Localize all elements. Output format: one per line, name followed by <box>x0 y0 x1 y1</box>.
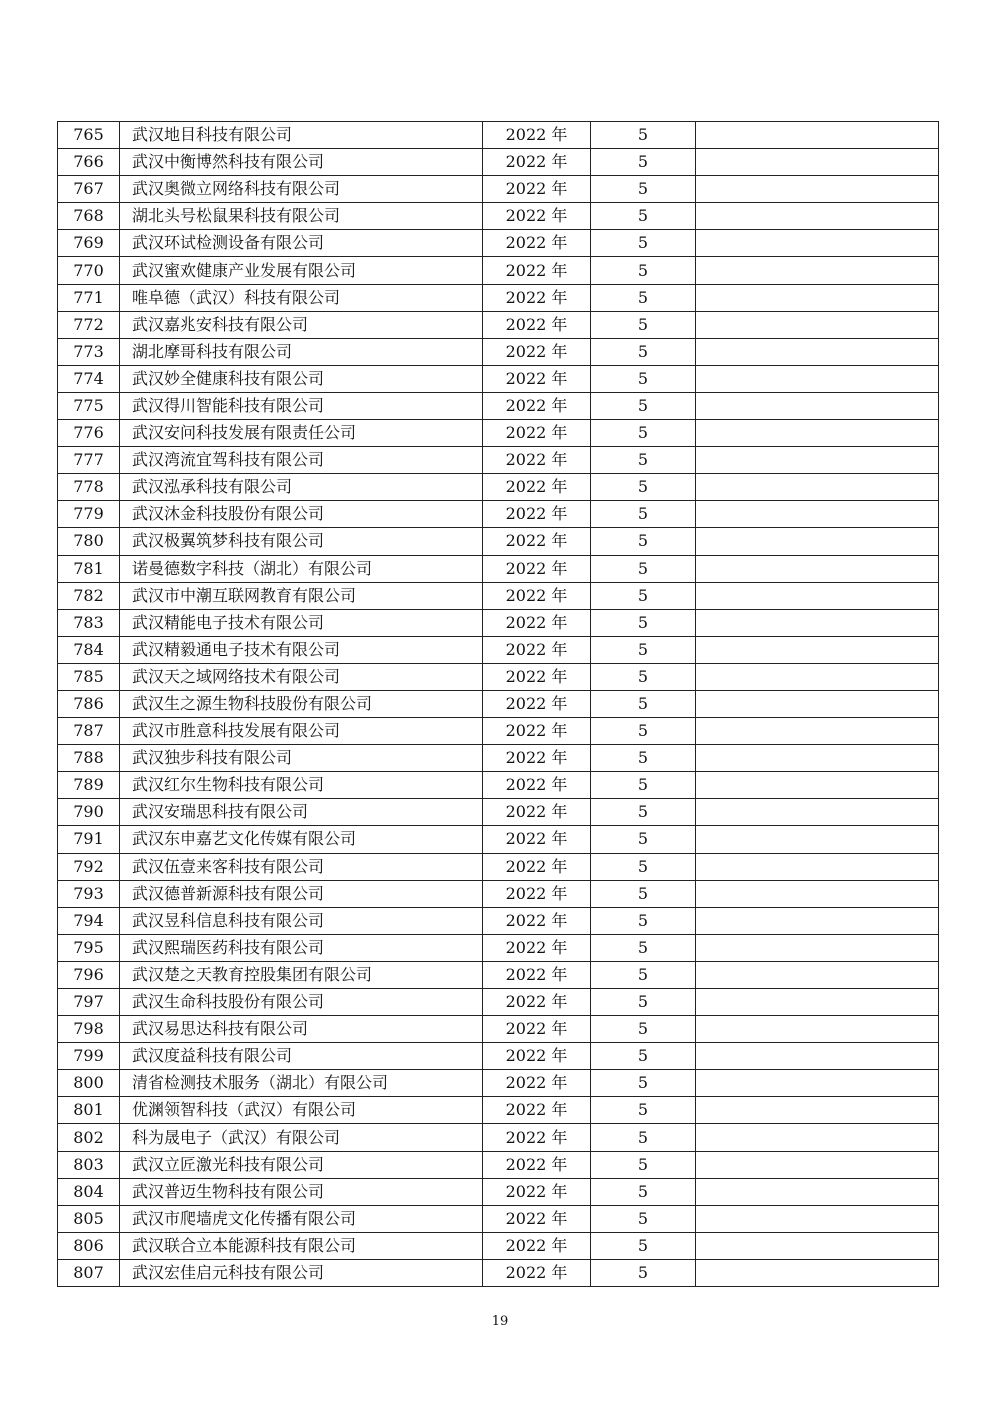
company-name-cell: 武汉精能电子技术有限公司 <box>120 609 483 636</box>
score-cell: 5 <box>591 934 696 961</box>
table-row <box>58 365 939 392</box>
row-number-cell: 804 <box>58 1178 120 1205</box>
year-cell: 2022 年 <box>483 1205 591 1232</box>
row-number-cell: 787 <box>58 718 120 745</box>
company-name-cell: 武汉宏佳启元科技有限公司 <box>120 1259 483 1286</box>
score-cell: 5 <box>591 203 696 230</box>
table-row <box>58 582 939 609</box>
company-name-cell: 武汉生之源生物科技股份有限公司 <box>120 690 483 717</box>
score-cell: 5 <box>591 907 696 934</box>
row-number-cell: 774 <box>58 365 120 392</box>
row-number-cell: 769 <box>58 230 120 257</box>
table-row <box>58 311 939 338</box>
company-name-cell: 湖北摩哥科技有限公司 <box>120 338 483 365</box>
row-number-cell: 790 <box>58 799 120 826</box>
row-number-cell: 772 <box>58 311 120 338</box>
company-name-cell: 武汉得川智能科技有限公司 <box>120 392 483 419</box>
table-row <box>58 1124 939 1151</box>
remark-cell <box>696 1016 939 1043</box>
remark-cell <box>696 690 939 717</box>
score-cell: 5 <box>591 447 696 474</box>
table-row <box>58 826 939 853</box>
year-cell: 2022 年 <box>483 501 591 528</box>
table-row <box>58 122 939 149</box>
table-row <box>58 1043 939 1070</box>
row-number-cell: 792 <box>58 853 120 880</box>
year-cell: 2022 年 <box>483 257 591 284</box>
table-body <box>58 122 939 1287</box>
score-cell: 5 <box>591 1151 696 1178</box>
table-row <box>58 203 939 230</box>
remark-cell <box>696 745 939 772</box>
score-cell: 5 <box>591 149 696 176</box>
row-number-cell: 773 <box>58 338 120 365</box>
table-row <box>58 853 939 880</box>
table-row <box>58 528 939 555</box>
score-cell: 5 <box>591 338 696 365</box>
remark-cell <box>696 853 939 880</box>
score-cell: 5 <box>591 392 696 419</box>
remark-cell <box>696 555 939 582</box>
row-number-cell: 799 <box>58 1043 120 1070</box>
score-cell: 5 <box>591 528 696 555</box>
table-row <box>58 1151 939 1178</box>
company-name-cell: 武汉普迈生物科技有限公司 <box>120 1178 483 1205</box>
row-number-cell: 779 <box>58 501 120 528</box>
table-row <box>58 176 939 203</box>
row-number-cell: 806 <box>58 1232 120 1259</box>
company-name-cell: 武汉天之域网络技术有限公司 <box>120 663 483 690</box>
remark-cell <box>696 880 939 907</box>
row-number-cell: 775 <box>58 392 120 419</box>
company-name-cell: 武汉极翼筑梦科技有限公司 <box>120 528 483 555</box>
table-row <box>58 555 939 582</box>
score-cell: 5 <box>591 799 696 826</box>
year-cell: 2022 年 <box>483 1097 591 1124</box>
year-cell: 2022 年 <box>483 338 591 365</box>
remark-cell <box>696 1070 939 1097</box>
year-cell: 2022 年 <box>483 528 591 555</box>
score-cell: 5 <box>591 826 696 853</box>
company-name-cell: 武汉安问科技发展有限责任公司 <box>120 420 483 447</box>
score-cell: 5 <box>591 122 696 149</box>
row-number-cell: 782 <box>58 582 120 609</box>
table-row <box>58 609 939 636</box>
year-cell: 2022 年 <box>483 1016 591 1043</box>
company-name-cell: 清省检测技术服务（湖北）有限公司 <box>120 1070 483 1097</box>
score-cell: 5 <box>591 176 696 203</box>
row-number-cell: 789 <box>58 772 120 799</box>
company-name-cell: 武汉湾流宜驾科技有限公司 <box>120 447 483 474</box>
company-name-cell: 武汉红尔生物科技有限公司 <box>120 772 483 799</box>
remark-cell <box>696 799 939 826</box>
row-number-cell: 795 <box>58 934 120 961</box>
row-number-cell: 798 <box>58 1016 120 1043</box>
year-cell: 2022 年 <box>483 799 591 826</box>
row-number-cell: 778 <box>58 474 120 501</box>
year-cell: 2022 年 <box>483 961 591 988</box>
row-number-cell: 803 <box>58 1151 120 1178</box>
score-cell: 5 <box>591 257 696 284</box>
table-row <box>58 1205 939 1232</box>
remark-cell <box>696 1259 939 1286</box>
company-name-cell: 湖北头号松鼠果科技有限公司 <box>120 203 483 230</box>
row-number-cell: 767 <box>58 176 120 203</box>
score-cell: 5 <box>591 420 696 447</box>
row-number-cell: 784 <box>58 636 120 663</box>
row-number-cell: 780 <box>58 528 120 555</box>
row-number-cell: 776 <box>58 420 120 447</box>
remark-cell <box>696 230 939 257</box>
table-row <box>58 420 939 447</box>
score-cell: 5 <box>591 880 696 907</box>
company-name-cell: 武汉奥微立网络科技有限公司 <box>120 176 483 203</box>
year-cell: 2022 年 <box>483 989 591 1016</box>
company-name-cell: 优渊领智科技（武汉）有限公司 <box>120 1097 483 1124</box>
score-cell: 5 <box>591 1232 696 1259</box>
year-cell: 2022 年 <box>483 392 591 419</box>
remark-cell <box>696 474 939 501</box>
year-cell: 2022 年 <box>483 284 591 311</box>
remark-cell <box>696 338 939 365</box>
year-cell: 2022 年 <box>483 1043 591 1070</box>
year-cell: 2022 年 <box>483 1124 591 1151</box>
company-name-cell: 武汉嘉兆安科技有限公司 <box>120 311 483 338</box>
year-cell: 2022 年 <box>483 176 591 203</box>
remark-cell <box>696 501 939 528</box>
table-row <box>58 1097 939 1124</box>
table-row <box>58 447 939 474</box>
year-cell: 2022 年 <box>483 149 591 176</box>
company-name-cell: 唯阜德（武汉）科技有限公司 <box>120 284 483 311</box>
company-name-cell: 武汉德普新源科技有限公司 <box>120 880 483 907</box>
remark-cell <box>696 582 939 609</box>
company-name-cell: 武汉伍壹来客科技有限公司 <box>120 853 483 880</box>
year-cell: 2022 年 <box>483 826 591 853</box>
score-cell: 5 <box>591 690 696 717</box>
table-row <box>58 474 939 501</box>
table-row <box>58 338 939 365</box>
table-row <box>58 772 939 799</box>
remark-cell <box>696 961 939 988</box>
row-number-cell: 801 <box>58 1097 120 1124</box>
company-name-cell: 武汉东申嘉艺文化传媒有限公司 <box>120 826 483 853</box>
year-cell: 2022 年 <box>483 745 591 772</box>
row-number-cell: 791 <box>58 826 120 853</box>
year-cell: 2022 年 <box>483 230 591 257</box>
year-cell: 2022 年 <box>483 718 591 745</box>
score-cell: 5 <box>591 1043 696 1070</box>
row-number-cell: 796 <box>58 961 120 988</box>
row-number-cell: 807 <box>58 1259 120 1286</box>
remark-cell <box>696 149 939 176</box>
row-number-cell: 788 <box>58 745 120 772</box>
row-number-cell: 805 <box>58 1205 120 1232</box>
row-number-cell: 777 <box>58 447 120 474</box>
score-cell: 5 <box>591 989 696 1016</box>
company-table <box>57 121 939 1287</box>
table-row <box>58 392 939 419</box>
table-row <box>58 961 939 988</box>
table-row <box>58 1178 939 1205</box>
company-name-cell: 武汉妙全健康科技有限公司 <box>120 365 483 392</box>
year-cell: 2022 年 <box>483 447 591 474</box>
company-name-cell: 武汉昱科信息科技有限公司 <box>120 907 483 934</box>
row-number-cell: 793 <box>58 880 120 907</box>
company-name-cell: 武汉市胜意科技发展有限公司 <box>120 718 483 745</box>
table-row <box>58 284 939 311</box>
row-number-cell: 794 <box>58 907 120 934</box>
year-cell: 2022 年 <box>483 1178 591 1205</box>
score-cell: 5 <box>591 501 696 528</box>
year-cell: 2022 年 <box>483 474 591 501</box>
remark-cell <box>696 1043 939 1070</box>
company-name-cell: 武汉泓承科技有限公司 <box>120 474 483 501</box>
score-cell: 5 <box>591 1070 696 1097</box>
remark-cell <box>696 447 939 474</box>
row-number-cell: 802 <box>58 1124 120 1151</box>
remark-cell <box>696 528 939 555</box>
remark-cell <box>696 989 939 1016</box>
table-row <box>58 934 939 961</box>
company-name-cell: 武汉市爬墙虎文化传播有限公司 <box>120 1205 483 1232</box>
company-name-cell: 武汉立匠激光科技有限公司 <box>120 1151 483 1178</box>
score-cell: 5 <box>591 555 696 582</box>
company-name-cell: 武汉蜜欢健康产业发展有限公司 <box>120 257 483 284</box>
score-cell: 5 <box>591 853 696 880</box>
company-name-cell: 武汉安瑞思科技有限公司 <box>120 799 483 826</box>
table-row <box>58 501 939 528</box>
table-row <box>58 636 939 663</box>
row-number-cell: 786 <box>58 690 120 717</box>
row-number-cell: 771 <box>58 284 120 311</box>
table-row <box>58 1070 939 1097</box>
row-number-cell: 766 <box>58 149 120 176</box>
year-cell: 2022 年 <box>483 311 591 338</box>
company-name-cell: 武汉环试检测设备有限公司 <box>120 230 483 257</box>
company-name-cell: 武汉中衡博然科技有限公司 <box>120 149 483 176</box>
table-row <box>58 663 939 690</box>
row-number-cell: 770 <box>58 257 120 284</box>
year-cell: 2022 年 <box>483 203 591 230</box>
table-row <box>58 745 939 772</box>
company-name-cell: 武汉楚之天教育控股集团有限公司 <box>120 961 483 988</box>
year-cell: 2022 年 <box>483 609 591 636</box>
table-row <box>58 880 939 907</box>
remark-cell <box>696 718 939 745</box>
remark-cell <box>696 1151 939 1178</box>
year-cell: 2022 年 <box>483 122 591 149</box>
year-cell: 2022 年 <box>483 663 591 690</box>
score-cell: 5 <box>591 1124 696 1151</box>
remark-cell <box>696 1097 939 1124</box>
score-cell: 5 <box>591 636 696 663</box>
table-row <box>58 690 939 717</box>
remark-cell <box>696 311 939 338</box>
row-number-cell: 781 <box>58 555 120 582</box>
remark-cell <box>696 122 939 149</box>
remark-cell <box>696 1124 939 1151</box>
row-number-cell: 800 <box>58 1070 120 1097</box>
remark-cell <box>696 826 939 853</box>
company-name-cell: 武汉地目科技有限公司 <box>120 122 483 149</box>
score-cell: 5 <box>591 365 696 392</box>
year-cell: 2022 年 <box>483 772 591 799</box>
remark-cell <box>696 907 939 934</box>
score-cell: 5 <box>591 772 696 799</box>
score-cell: 5 <box>591 311 696 338</box>
company-name-cell: 武汉独步科技有限公司 <box>120 745 483 772</box>
score-cell: 5 <box>591 1178 696 1205</box>
table-row <box>58 230 939 257</box>
company-name-cell: 武汉熙瑞医药科技有限公司 <box>120 934 483 961</box>
remark-cell <box>696 257 939 284</box>
remark-cell <box>696 365 939 392</box>
table-row <box>58 799 939 826</box>
score-cell: 5 <box>591 1097 696 1124</box>
score-cell: 5 <box>591 609 696 636</box>
company-name-cell: 武汉沐金科技股份有限公司 <box>120 501 483 528</box>
year-cell: 2022 年 <box>483 420 591 447</box>
company-name-cell: 武汉易思达科技有限公司 <box>120 1016 483 1043</box>
table-row <box>58 1259 939 1286</box>
company-name-cell: 武汉度益科技有限公司 <box>120 1043 483 1070</box>
year-cell: 2022 年 <box>483 365 591 392</box>
year-cell: 2022 年 <box>483 1070 591 1097</box>
company-name-cell: 诺曼德数字科技（湖北）有限公司 <box>120 555 483 582</box>
row-number-cell: 785 <box>58 663 120 690</box>
table-row <box>58 718 939 745</box>
year-cell: 2022 年 <box>483 880 591 907</box>
year-cell: 2022 年 <box>483 555 591 582</box>
remark-cell <box>696 420 939 447</box>
remark-cell <box>696 203 939 230</box>
remark-cell <box>696 1232 939 1259</box>
row-number-cell: 783 <box>58 609 120 636</box>
year-cell: 2022 年 <box>483 1151 591 1178</box>
score-cell: 5 <box>591 663 696 690</box>
table-row <box>58 257 939 284</box>
remark-cell <box>696 934 939 961</box>
score-cell: 5 <box>591 1205 696 1232</box>
table-row <box>58 149 939 176</box>
table-row <box>58 989 939 1016</box>
score-cell: 5 <box>591 961 696 988</box>
year-cell: 2022 年 <box>483 853 591 880</box>
remark-cell <box>696 392 939 419</box>
remark-cell <box>696 609 939 636</box>
company-name-cell: 武汉联合立本能源科技有限公司 <box>120 1232 483 1259</box>
score-cell: 5 <box>591 1016 696 1043</box>
company-name-cell: 科为晟电子（武汉）有限公司 <box>120 1124 483 1151</box>
remark-cell <box>696 1205 939 1232</box>
year-cell: 2022 年 <box>483 934 591 961</box>
remark-cell <box>696 284 939 311</box>
table-row <box>58 907 939 934</box>
table-row <box>58 1232 939 1259</box>
row-number-cell: 797 <box>58 989 120 1016</box>
score-cell: 5 <box>591 582 696 609</box>
row-number-cell: 765 <box>58 122 120 149</box>
remark-cell <box>696 1178 939 1205</box>
company-name-cell: 武汉生命科技股份有限公司 <box>120 989 483 1016</box>
score-cell: 5 <box>591 1259 696 1286</box>
remark-cell <box>696 636 939 663</box>
row-number-cell: 768 <box>58 203 120 230</box>
score-cell: 5 <box>591 745 696 772</box>
remark-cell <box>696 663 939 690</box>
year-cell: 2022 年 <box>483 907 591 934</box>
year-cell: 2022 年 <box>483 690 591 717</box>
score-cell: 5 <box>591 230 696 257</box>
year-cell: 2022 年 <box>483 1259 591 1286</box>
score-cell: 5 <box>591 474 696 501</box>
company-name-cell: 武汉精毅通电子技术有限公司 <box>120 636 483 663</box>
score-cell: 5 <box>591 284 696 311</box>
year-cell: 2022 年 <box>483 636 591 663</box>
table-row <box>58 1016 939 1043</box>
score-cell: 5 <box>591 718 696 745</box>
year-cell: 2022 年 <box>483 582 591 609</box>
remark-cell <box>696 176 939 203</box>
year-cell: 2022 年 <box>483 1232 591 1259</box>
page-number: 19 <box>491 1314 509 1329</box>
remark-cell <box>696 772 939 799</box>
company-name-cell: 武汉市中潮互联网教育有限公司 <box>120 582 483 609</box>
